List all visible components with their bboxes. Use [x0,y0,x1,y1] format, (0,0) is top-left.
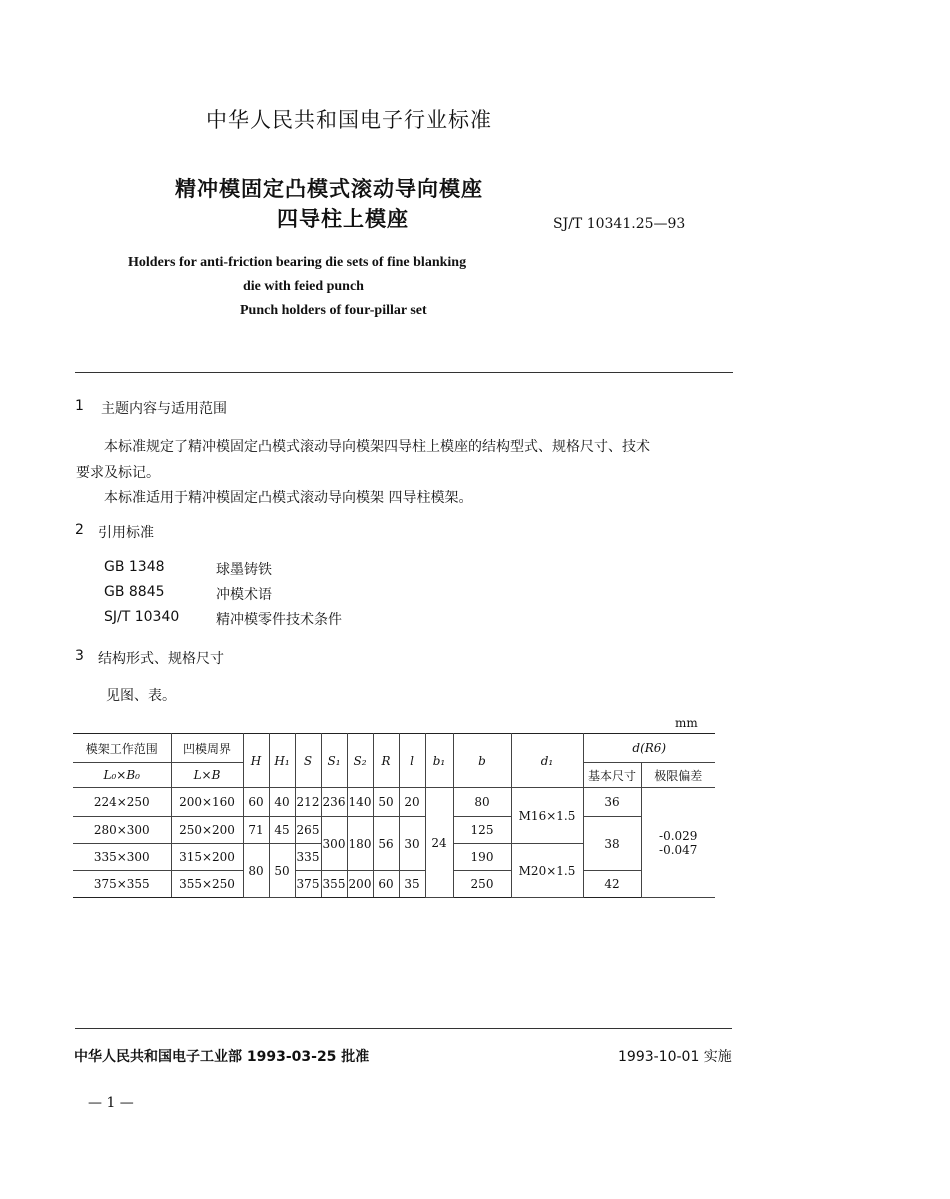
header-range-symbol: L₀×B₀ [73,763,171,788]
cell-tolerance [641,788,715,898]
table-unit-label: mm [675,716,698,730]
table-row [73,817,715,844]
cell-H1: 45 [269,817,295,844]
cell-b: 80 [453,788,511,817]
english-title-line3: Punch holders of four-pillar set [240,303,427,318]
section-1-title: 主题内容与适用范围 [101,401,227,417]
header-H: H [243,734,269,788]
tolerance-upper: -0.029 [659,828,698,843]
header-b: b [453,734,511,788]
english-title-line2: die with feied punch [243,279,364,294]
cell-S1: 300 [321,817,347,871]
cell-S: 265 [295,817,321,844]
cell-range: 335×300 [73,844,171,871]
cell-perimeter: 200×160 [171,788,243,817]
section-1-paragraph-1b: 要求及标记。 [76,465,160,481]
cell-d1: M16×1.5 [511,788,583,844]
table-row [73,871,715,898]
header-tolerance: 极限偏差 [641,763,715,788]
header-divider [75,372,733,373]
cell-S2: 180 [347,817,373,871]
header-die-perimeter: 凹模周界 [171,734,243,763]
header-d1: d₁ [511,734,583,788]
cell-H1: 50 [269,844,295,898]
cell-perimeter: 315×200 [171,844,243,871]
header-basic-size: 基本尺寸 [583,763,641,788]
header-l: l [399,734,425,788]
cell-H: 80 [243,844,269,898]
cell-S1: 355 [321,871,347,898]
cell-basic-size: 42 [583,871,641,898]
section-2-title: 引用标准 [98,525,154,541]
section-1-number: 1 [75,398,84,414]
cell-H: 60 [243,788,269,817]
cell-perimeter: 355×250 [171,871,243,898]
cell-b: 190 [453,844,511,871]
cell-S: 335 [295,844,321,871]
cell-l: 30 [399,817,425,871]
cell-range: 280×300 [73,817,171,844]
cell-d1: M20×1.5 [511,844,583,898]
cell-H1: 40 [269,788,295,817]
cell-S: 212 [295,788,321,817]
cell-R: 56 [373,817,399,871]
standard-title-line1: 精冲模固定凸模式滚动导向模座 [175,177,483,201]
reference-name: 球墨铸铁 [216,562,272,578]
cell-l: 35 [399,871,425,898]
section-1-paragraph-2: 本标准适用于精冲模固定凸模式滚动导向模架 四导柱模架。 [104,490,473,506]
page-number: — 1 — [88,1095,134,1111]
cell-S2: 200 [347,871,373,898]
cell-range: 375×355 [73,871,171,898]
reference-code: GB 8845 [104,584,165,600]
section-1-paragraph-1a: 本标准规定了精冲模固定凸模式滚动导向模架四导柱上模座的结构型式、规格尺寸、技术 [104,439,650,455]
header-H1: H₁ [269,734,295,788]
cell-b: 125 [453,817,511,844]
table-row [73,788,715,817]
cell-b1: 24 [425,788,453,898]
cell-H: 71 [243,817,269,844]
footer-divider [75,1028,732,1029]
standard-title-line2: 四导柱上模座 [277,207,409,231]
tolerance-lower: -0.047 [659,842,698,857]
cell-perimeter: 250×200 [171,817,243,844]
cell-R: 60 [373,871,399,898]
header-d: d(R6) [583,734,715,763]
header-S: S [295,734,321,788]
cell-range: 224×250 [73,788,171,817]
reference-code: SJ/T 10340 [104,609,180,625]
cell-R: 50 [373,788,399,817]
header-perimeter-symbol: L×B [171,763,243,788]
header-S1: S₁ [321,734,347,788]
header-S2: S₂ [347,734,373,788]
section-3-title: 结构形式、规格尺寸 [98,651,224,667]
english-title-line1: Holders for anti-friction bearing die sets of fine blanking [128,255,467,270]
reference-code: GB 1348 [104,559,165,575]
cell-basic-size: 38 [583,817,641,871]
reference-name: 冲模术语 [216,587,272,603]
standard-number: SJ/T 10341.25—93 [553,216,686,232]
section-3-number: 3 [75,648,84,664]
cell-S1: 236 [321,788,347,817]
section-3-text: 见图、表。 [106,688,176,704]
cell-l: 20 [399,788,425,817]
cell-S: 375 [295,871,321,898]
header-working-range: 模架工作范围 [73,734,171,763]
header-b1: b₁ [425,734,453,788]
reference-name: 精冲模零件技术条件 [216,612,342,628]
header-R: R [373,734,399,788]
approval-statement: 中华人民共和国电子工业部 1993-03-25 批准 [74,1049,370,1065]
cell-b: 250 [453,871,511,898]
section-2-number: 2 [75,522,84,538]
cell-basic-size: 36 [583,788,641,817]
issuing-authority-header: 中华人民共和国电子行业标准 [206,108,492,132]
effective-date: 1993-10-01 实施 [618,1049,732,1065]
cell-S2: 140 [347,788,373,817]
dimension-table [73,733,715,898]
